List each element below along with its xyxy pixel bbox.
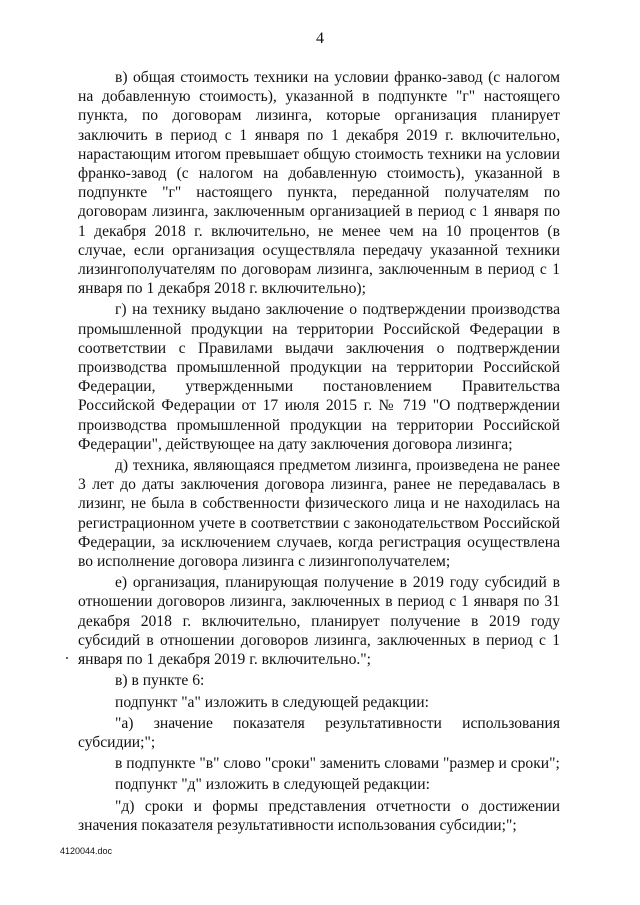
- margin-mark: [66, 657, 68, 659]
- paragraph-subitem-d: подпункт "д" изложить в следующей редакции:: [115, 776, 430, 794]
- paragraph-item-6: в) в пункте 6:: [115, 672, 205, 690]
- page-number: 4: [316, 30, 324, 47]
- paragraph-subitem-v: в подпункте "в" слово "сроки" заменить словами "размер и сроки";: [115, 755, 560, 773]
- paragraph-e: е) организация, планирующая получение в 2019 году субсидий в отношении договоров лизинга, заключенных в период с 1 января по 31 декабря 2018 г. включительно, планирует получение в 2019 году субсидий в отношении договоров лизинга, заключенных в период с 1 января по 1 декабря 2019 г. включительно.";: [78, 574, 560, 669]
- footer-filename: 4120044.doc: [60, 846, 113, 856]
- document-body: [78, 68, 560, 837]
- paragraph-subitem-d-text: "д) сроки и формы представления отчетности о достижении значения показателя результативности использования субсидии;";: [78, 797, 560, 834]
- paragraph-subitem-a-text: "а) значение показателя результативности использования субсидии;";: [78, 714, 560, 751]
- paragraph-v: в) общая стоимость техники на условии франко-завод (с налогом на добавленную стоимость), указанной в подпункте "г" настоящего пункта, по договорам лизинга, которые организация планирует заключить в период с 1 января по 1 декабря 2019 г. включительно, нарастающим итогом превышает общую стоимость техники на условии франко-завод (с налогом на добавленную стоимость), указанной в подпункте "г" настоящего пункта, переданной получателям по договорам лизинга, заключенным организацией в период с 1 января по 1 декабря 2018 г. включительно, не менее чем на 10 процентов (в случае, если организация осуществляла передачу указанной техники лизингополучателям по договорам лизинга, заключенным в период с 1 января по 1 декабря 2018 г. включительно);: [78, 69, 560, 298]
- paragraph-subitem-a: подпункт "а" изложить в следующей редакции:: [115, 693, 429, 711]
- paragraph-d: д) техника, являющаяся предметом лизинга, произведена не ранее 3 лет до даты заключения договора лизинга, ранее не передавалась в лизинг, не была в собственности физического лица и не находилась на регистрационном учете в соответствии с законодательством Российской Федерации, за исключением случаев, когда регистрация осуществлена во исполнение договора лизинга с лизингополучателем;: [78, 457, 560, 571]
- paragraph-g: г) на технику выдано заключение о подтверждении производства промышленной продукции на территории Российской Федерации в соответствии с Правилами выдачи заключения о подтверждении производства промышленной продукции на территории Российской Федерации, утвержденными постановлением Правительства Российской Федерации от 17 июля 2015 г. № 719 "О подтверждении производства промышленной продукции на территории Российской Федерации", действующее на дату заключения договора лизинга;: [78, 301, 560, 453]
